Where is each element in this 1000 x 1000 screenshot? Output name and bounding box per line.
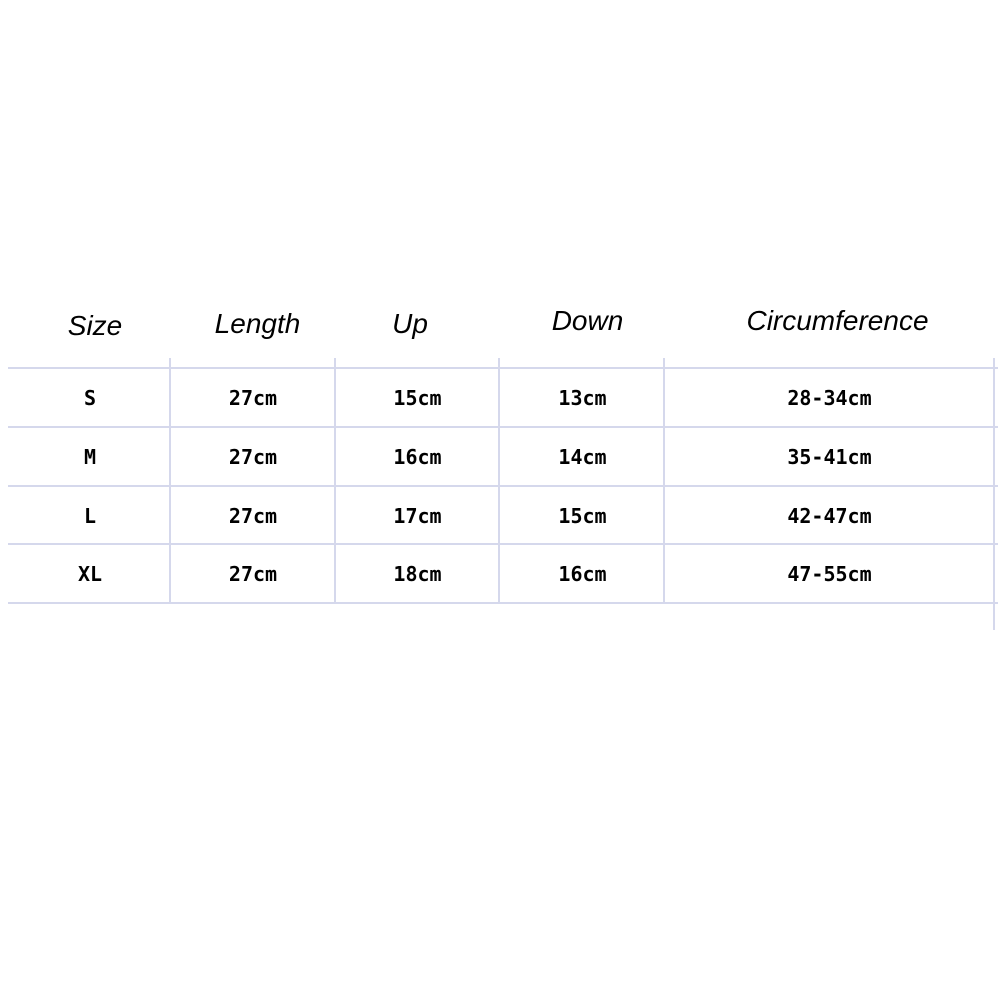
- header-down: Down: [551, 305, 624, 336]
- cell-up: 16cm: [393, 445, 442, 469]
- table-row: [0, 487, 1000, 545]
- cell-circumference: 42-47cm: [787, 504, 872, 528]
- cell-circumference: 28-34cm: [787, 386, 872, 410]
- cell-size: M: [83, 445, 97, 469]
- cell-up: 15cm: [393, 386, 442, 410]
- cell-circumference: 47-55cm: [787, 562, 872, 586]
- header-up: Up: [392, 308, 428, 339]
- cell-up: 17cm: [393, 504, 442, 528]
- table-row: [0, 545, 1000, 603]
- cell-down: 15cm: [558, 504, 607, 528]
- cell-circumference: 35-41cm: [787, 445, 872, 469]
- cell-size: L: [83, 504, 97, 528]
- header-length: Length: [214, 308, 301, 339]
- cell-down: 16cm: [558, 562, 607, 586]
- cell-length: 27cm: [228, 386, 278, 410]
- cell-down: 13cm: [558, 386, 607, 410]
- cell-length: 27cm: [228, 562, 278, 586]
- cell-size: S: [83, 386, 97, 410]
- cell-size: XL: [77, 562, 103, 586]
- cell-length: 27cm: [228, 504, 278, 528]
- cell-down: 14cm: [558, 445, 607, 469]
- header-circumference: Circumference: [746, 305, 929, 336]
- cell-length: 27cm: [228, 445, 278, 469]
- table-row: [0, 428, 1000, 486]
- table-row: [0, 369, 1000, 427]
- header-size: Size: [67, 310, 123, 341]
- cell-up: 18cm: [393, 562, 442, 586]
